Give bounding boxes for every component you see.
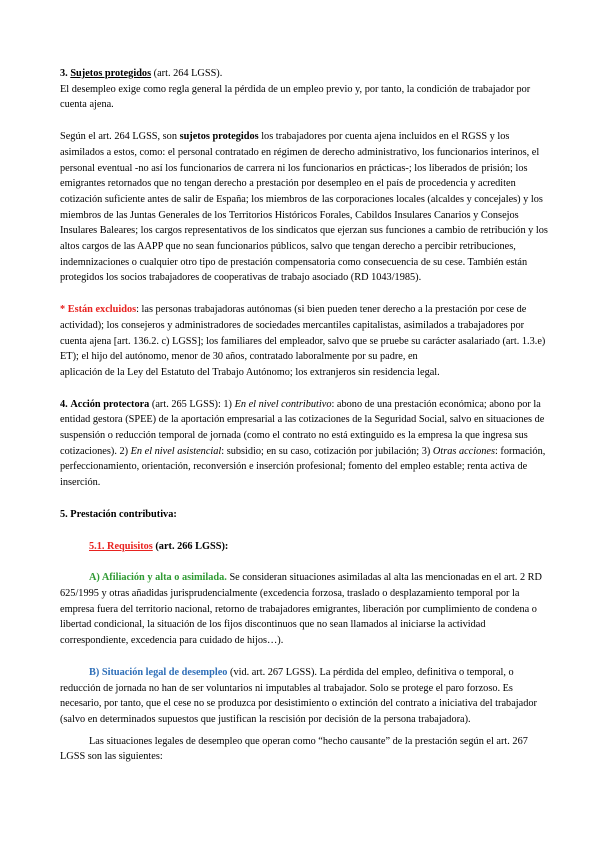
- section-5-1-ref: (art. 266 LGSS):: [155, 540, 229, 552]
- requisito-a-paragraph: [60, 570, 548, 649]
- requisito-a-label: A) Afiliación y alta o asimilada.: [89, 572, 227, 584]
- section-5-1-heading: [60, 539, 548, 555]
- section-4-text-c: : subsidio; en su caso, cotización por jubilación; 3): [221, 445, 431, 457]
- sujetos-bold-term: sujetos protegidos: [179, 131, 259, 143]
- sujetos-list-text: los trabajadores por cuenta ajena incluidos en el RGSS y los asimilados a estos, como: el personal contratado en régimen de derecho administrativo, los funcionarios interinos, el personal eventual -no así los funcionarios de carrera ni los funcionarios en prácticas-; los liberados de prisión; los emigrantes retornados que no tengan derecho a prestación por desempleo en el país de procedencia y acrediten cotización suficiente antes de salir de España; los miembros de las corporaciones locales (alcaldes y concejales) y los miembros de las Juntas Generales de los Territorios Históricos Forales, Cabildos Insulares Canarios y Consejos Insulares Baleares; los cargos representativos de los sindicatos que ejerzan sus funciones a cambio de retribución y los altos cargos de las AAPP que no sean funcionarios públicos, salvo que tengan derecho a percibir retribuciones, indemnizaciones o cualquier otro tipo de prestación compensatoria como consecuencia de su cese. También están protegidos los socios trabajadores de cooperativas de trabajo asociado (RD 1043/1985).: [60, 131, 548, 284]
- section-4-number: 4.: [60, 398, 68, 410]
- section-3-title: Sujetos protegidos: [70, 68, 152, 79]
- section-3-intro: El desempleo exige como regla general la pérdida de un empleo previo y, por tanto, la condición de trabajador por cuenta ajena.: [60, 83, 531, 111]
- section-3-ref: (art. 264 LGSS).: [153, 68, 223, 79]
- requisito-a-text: Se consideran situaciones asimiladas al alta las mencionadas en el art. 2 RD 625/1995 y otras añadidas jurisprudencialmente (excedencia forzosa, traslado o desplazamiento temporal por la empresa fuera del territorio nacional, retorno de trabajadores emigrantes, liberación por cumplimiento de condena o libertad condicional, la situación de los fijos discontinuos que no sean llamados al iniciarse la actividad correspondiente, excedencia para cuidado de hijos…).: [60, 572, 542, 647]
- section-3-number: 3.: [60, 68, 68, 79]
- situaciones-legales-paragraph: Las situaciones legales de desempleo que operan como “hecho causante” de la prestación según el art. 267 LGSS son las siguientes:: [60, 735, 528, 763]
- section-4-title: Acción protectora: [70, 398, 150, 410]
- excluded-paragraph: [60, 302, 548, 365]
- section-3-heading: [60, 66, 548, 82]
- nivel-asistencial: En el nivel asistencial: [130, 445, 222, 457]
- section-4-text-d: : formación, perfeccionamiento, orientación, reconversión e inserción profesional; fomento del empleo estable; renta activa de inserción.: [60, 445, 546, 489]
- excluded-label: * Están excluidos: [60, 304, 137, 316]
- section-4-text-b: : abono de una prestación económica; abono por la entidad gestora (SPEE) de la aportación empresarial a las cotizaciones de la Seguridad Social, salvo en situaciones de suspensión o reducción temporal de jornada (como el contrato no está extinguido es la empresa la que ingresa sus cotizaciones). 2): [60, 398, 545, 457]
- requisito-b-text: (vid. art. 267 LGSS). La pérdida del empleo, definitiva o temporal, o reducción de jornada no han de ser voluntarios ni imputables al trabajador. Solo se protege el paro forzoso. Es necesario, por tanto, que el cese no se produzca por desistimiento o extinción del contrato a iniciativa del trabajador (salvo en determinados supuestos que justifican la rescisión por decisión de la persona trabajadora).: [60, 666, 537, 725]
- otras-acciones: Otras acciones: [432, 445, 495, 457]
- document-page: [60, 66, 548, 765]
- section-3-paragraph: [60, 129, 548, 286]
- excluded-text: : las personas trabajadoras autónomas (si bien pueden tener derecho a la prestación por cese de actividad); los consejeros y administradores de sociedades mercantiles capitalistas, asimilados a trabajadores por cuenta ajena [art. 136.2. c) LGSS]; los familiares del empleador, salvo que se pruebe su carácter asalariado (art. 1.3.e) ET); el hijo del autónomo, menor de 30 años, contratado laboralmente por su padre, en: [60, 304, 546, 363]
- sujetos-intro-text: Según el art. 264 LGSS, son: [60, 131, 177, 143]
- requisito-b-paragraph: [60, 665, 548, 728]
- nivel-contributivo: En el nivel contributivo: [234, 398, 332, 410]
- section-4-paragraph: [60, 397, 548, 491]
- section-4-text-a: (art. 265 LGSS): 1): [151, 398, 232, 410]
- requisito-b-label: B) Situación legal de desempleo: [89, 666, 228, 678]
- section-5-1-label: 5.1. Requisitos: [89, 540, 153, 552]
- excluded-tail: aplicación de la Ley del Estatuto del Trabajo Autónomo; los extranjeros sin residencia legal.: [60, 366, 440, 378]
- section-5-title: 5. Prestación contributiva:: [60, 508, 177, 520]
